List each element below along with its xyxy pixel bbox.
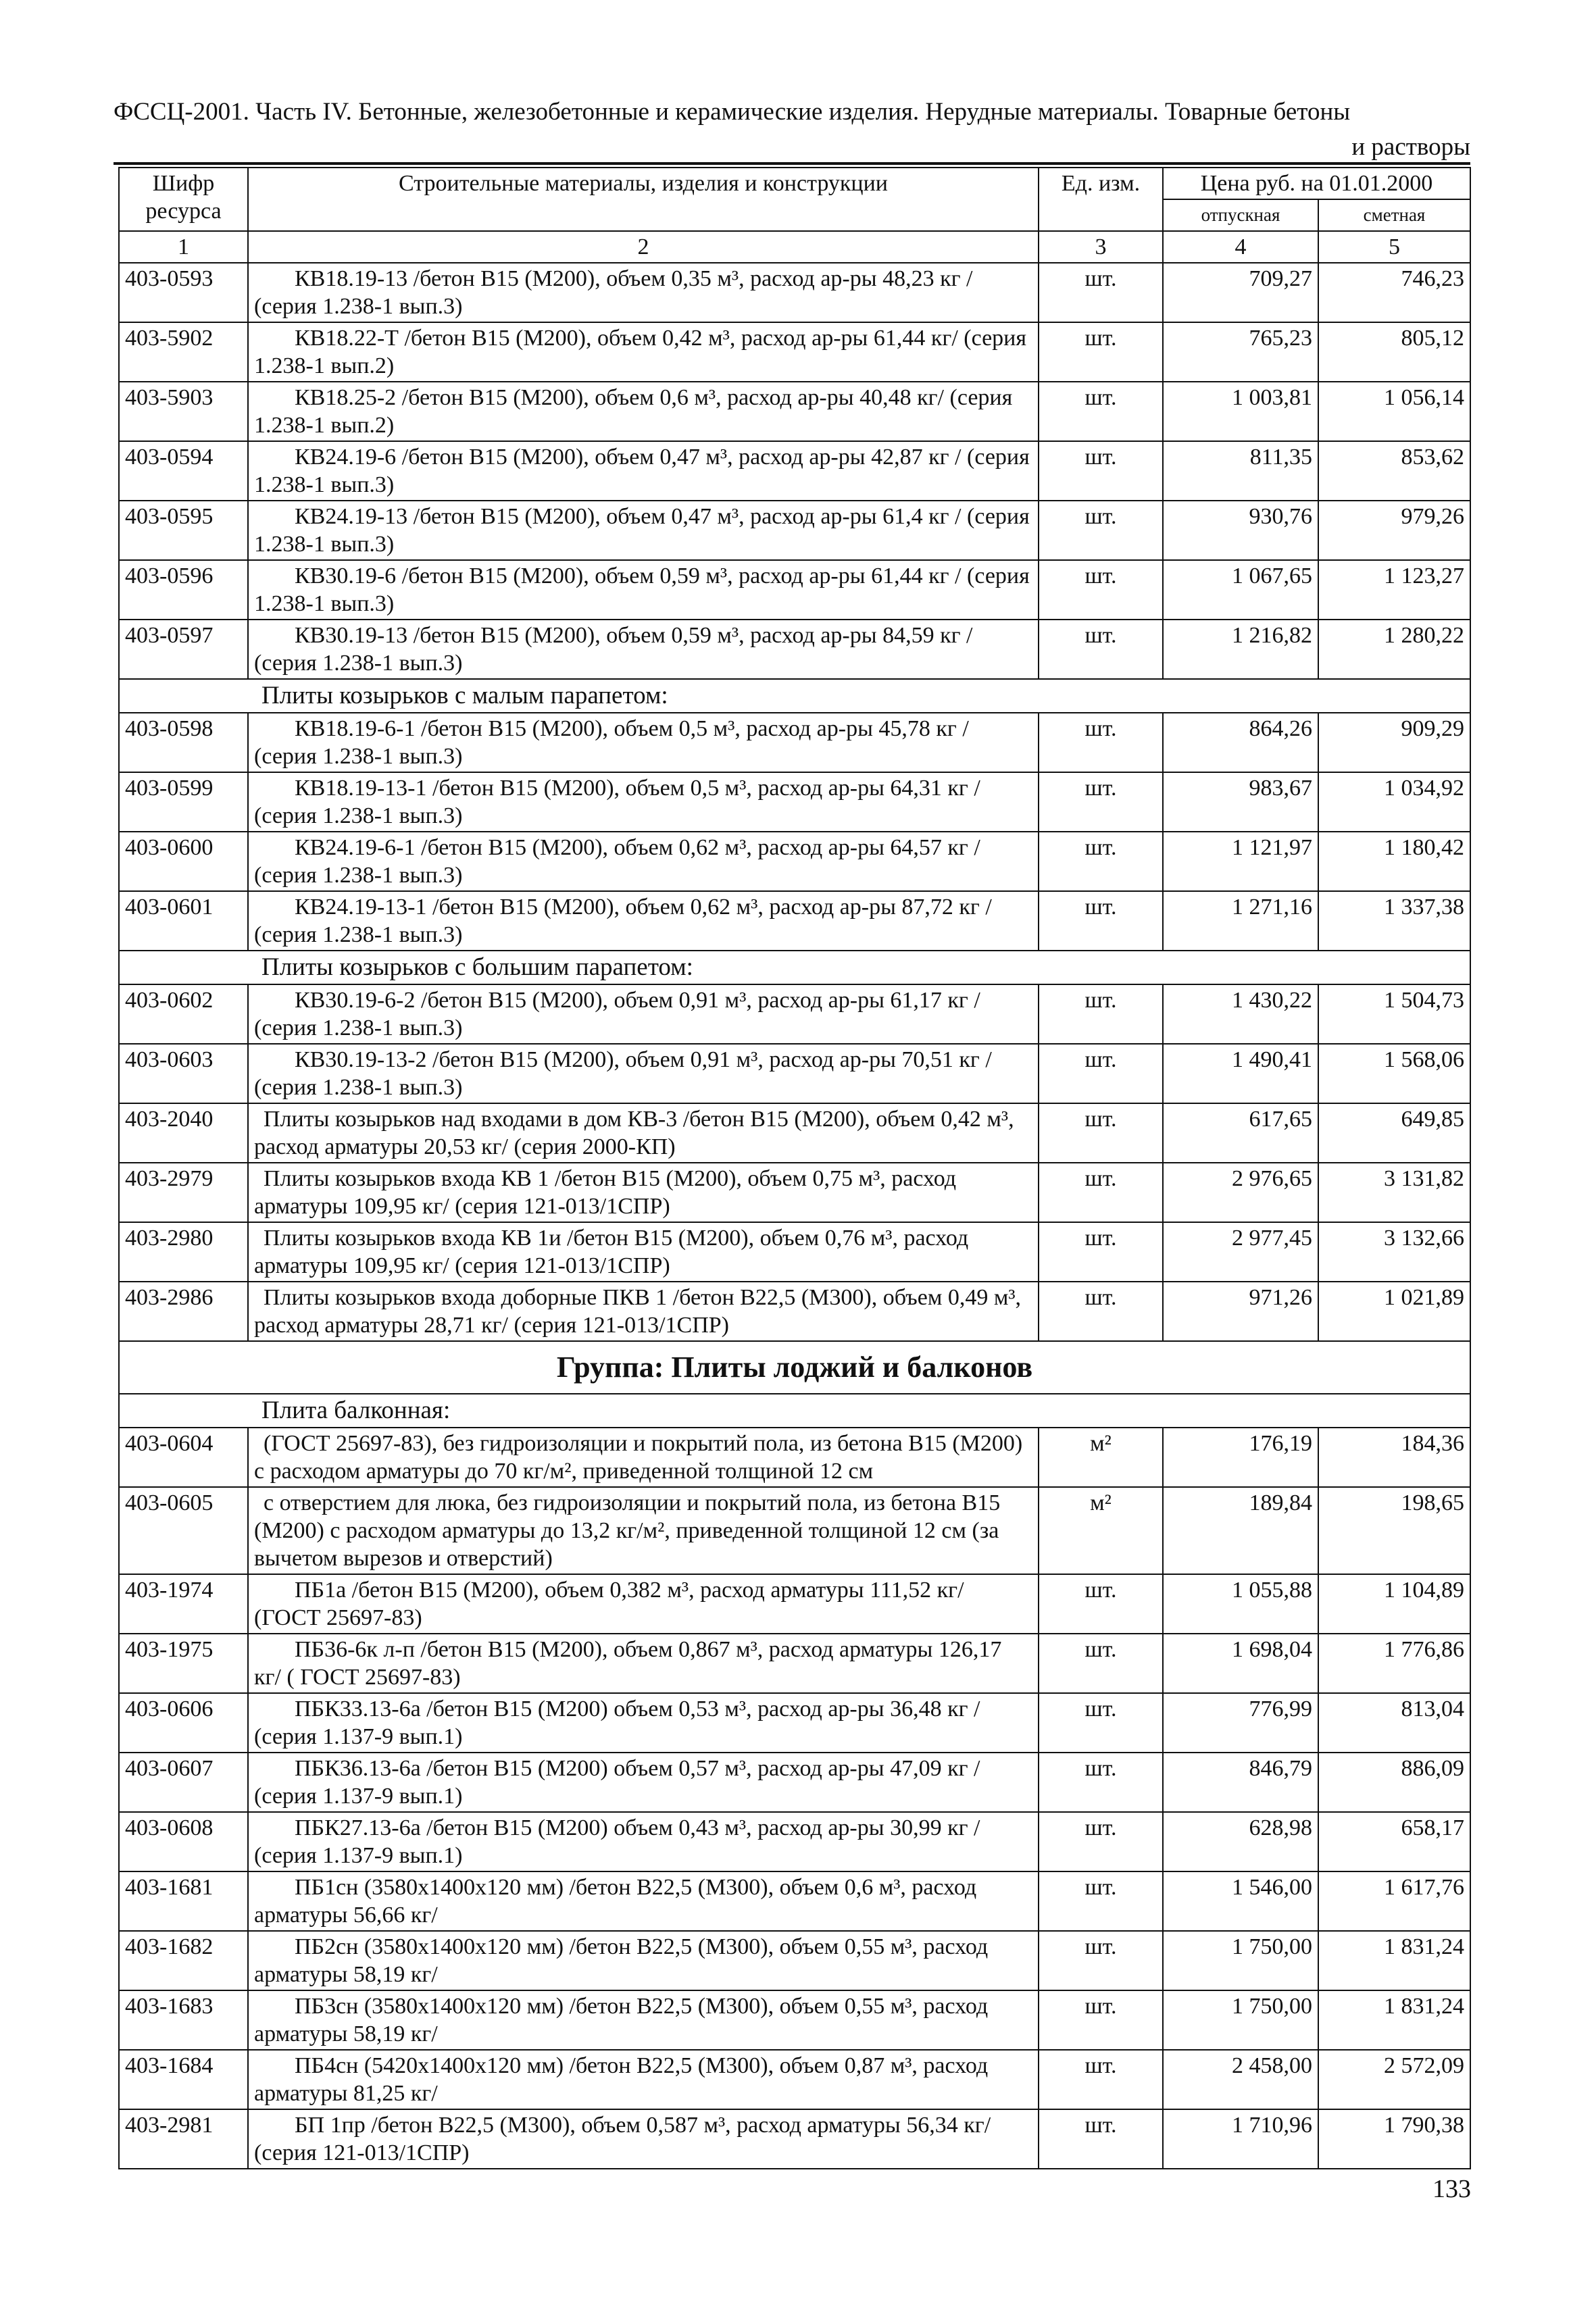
resource-code: 403-2980 [119, 1222, 248, 1282]
unit-cell: шт. [1039, 2050, 1163, 2109]
material-description: Плиты козырьков входа КВ 1и /бетон В15 (М200), объем 0,76 м³, расход арматуры 109,95 кг/ (серия 121-013/1СПР) [248, 1222, 1039, 1282]
release-price: 1 698,04 [1163, 1634, 1318, 1693]
table-row [119, 1574, 1470, 1634]
unit-cell: шт. [1039, 1222, 1163, 1282]
resource-code: 403-2981 [119, 2109, 248, 2169]
release-price: 2 977,45 [1163, 1222, 1318, 1282]
col-number-5: 5 [1318, 231, 1470, 263]
release-price: 1 003,81 [1163, 382, 1318, 441]
unit-cell: шт. [1039, 832, 1163, 891]
unit-cell: шт. [1039, 441, 1163, 501]
estimate-price: 1 568,06 [1318, 1044, 1470, 1103]
unit-cell: шт. [1039, 2109, 1163, 2169]
col-estimate-header: сметная [1318, 199, 1470, 231]
resource-code: 403-0608 [119, 1812, 248, 1871]
estimate-price: 813,04 [1318, 1693, 1470, 1753]
estimate-price: 658,17 [1318, 1812, 1470, 1871]
table-row [119, 322, 1470, 382]
unit-cell: шт. [1039, 1990, 1163, 2050]
material-description: КВ24.19-6 /бетон В15 (М200), объем 0,47 м³, расход ар-ры 42,87 кг / (серия 1.238-1 вып.3) [248, 441, 1039, 501]
table-row [119, 713, 1470, 772]
material-description: КВ30.19-6-2 /бетон В15 (М200), объем 0,91 м³, расход ар-ры 61,17 кг / (серия 1.238-1 вып.3) [248, 984, 1039, 1044]
resource-code: 403-0604 [119, 1428, 248, 1487]
table-row [119, 1487, 1470, 1574]
unit-cell: шт. [1039, 713, 1163, 772]
estimate-price: 1 504,73 [1318, 984, 1470, 1044]
estimate-price: 853,62 [1318, 441, 1470, 501]
table-row [119, 1753, 1470, 1812]
material-description: КВ30.19-6 /бетон В15 (М200), объем 0,59 м³, расход ар-ры 61,44 кг / (серия 1.238-1 вып.3) [248, 560, 1039, 620]
col-price-group-header: Цена руб. на 01.01.2000 [1163, 168, 1470, 199]
resource-code: 403-1683 [119, 1990, 248, 2050]
release-price: 1 216,82 [1163, 620, 1318, 679]
release-price: 1 710,96 [1163, 2109, 1318, 2169]
resource-code: 403-1684 [119, 2050, 248, 2109]
estimate-price: 1 776,86 [1318, 1634, 1470, 1693]
release-price: 1 067,65 [1163, 560, 1318, 620]
table-row [119, 1871, 1470, 1931]
estimate-price: 1 123,27 [1318, 560, 1470, 620]
release-price: 811,35 [1163, 441, 1318, 501]
resource-code: 403-0602 [119, 984, 248, 1044]
page-number: 133 [1432, 2175, 1471, 2203]
resource-code: 403-5902 [119, 322, 248, 382]
unit-cell: шт. [1039, 1753, 1163, 1812]
col-number-1: 1 [119, 231, 248, 263]
resource-code: 403-0605 [119, 1487, 248, 1574]
estimate-price: 649,85 [1318, 1103, 1470, 1163]
table-row [119, 1428, 1470, 1487]
subheading-row [119, 951, 1470, 984]
release-price: 1 490,41 [1163, 1044, 1318, 1103]
estimate-price: 3 132,66 [1318, 1222, 1470, 1282]
estimate-price: 886,09 [1318, 1753, 1470, 1812]
estimate-price: 3 131,82 [1318, 1163, 1470, 1222]
release-price: 1 055,88 [1163, 1574, 1318, 1634]
estimate-price: 1 021,89 [1318, 1282, 1470, 1341]
subheading: Плита балконная: [119, 1394, 1470, 1428]
header-rule [114, 162, 1470, 165]
material-description: КВ24.19-13-1 /бетон В15 (М200), объем 0,62 м³, расход ар-ры 87,72 кг / (серия 1.238-1 вып.3) [248, 891, 1039, 951]
resource-code: 403-0595 [119, 501, 248, 560]
release-price: 1 121,97 [1163, 832, 1318, 891]
unit-cell: шт. [1039, 1931, 1163, 1990]
unit-cell: шт. [1039, 1634, 1163, 1693]
estimate-price: 1 056,14 [1318, 382, 1470, 441]
table-row [119, 2109, 1470, 2169]
estimate-price: 805,12 [1318, 322, 1470, 382]
resource-code: 403-0598 [119, 713, 248, 772]
unit-cell: м² [1039, 1487, 1163, 1574]
table-row [119, 1634, 1470, 1693]
resource-code: 403-2040 [119, 1103, 248, 1163]
estimate-price: 184,36 [1318, 1428, 1470, 1487]
table-row [119, 1282, 1470, 1341]
release-price: 971,26 [1163, 1282, 1318, 1341]
material-description: ПБ1сн (3580х1400х120 мм) /бетон В22,5 (М300), объем 0,6 м³, расход арматуры 56,66 кг/ [248, 1871, 1039, 1931]
table-row [119, 620, 1470, 679]
material-description: КВ18.19-6-1 /бетон В15 (М200), объем 0,5 м³, расход ар-ры 45,78 кг / (серия 1.238-1 вып.3) [248, 713, 1039, 772]
resource-code: 403-1682 [119, 1931, 248, 1990]
unit-cell: шт. [1039, 1812, 1163, 1871]
unit-cell: шт. [1039, 984, 1163, 1044]
material-description: ПБК27.13-6а /бетон В15 (М200) объем 0,43 м³, расход ар-ры 30,99 кг / (серия 1.137-9 вып.1) [248, 1812, 1039, 1871]
unit-cell: м² [1039, 1428, 1163, 1487]
group-heading: Группа: Плиты лоджий и балконов [119, 1341, 1470, 1394]
estimate-price: 1 104,89 [1318, 1574, 1470, 1634]
table-row [119, 1103, 1470, 1163]
table-header [119, 168, 1470, 263]
material-description: КВ30.19-13-2 /бетон В15 (М200), объем 0,91 м³, расход ар-ры 70,51 кг / (серия 1.238-1 вып.3) [248, 1044, 1039, 1103]
material-description: ПБ3сн (3580х1400х120 мм) /бетон В22,5 (М300), объем 0,55 м³, расход арматуры 58,19 кг/ [248, 1990, 1039, 2050]
release-price: 930,76 [1163, 501, 1318, 560]
estimate-price: 909,29 [1318, 713, 1470, 772]
unit-cell: шт. [1039, 263, 1163, 322]
resource-code: 403-1974 [119, 1574, 248, 1634]
group-heading-row [119, 1341, 1470, 1394]
release-price: 1 750,00 [1163, 1990, 1318, 2050]
table-row [119, 501, 1470, 560]
material-description: ПБ4сн (5420х1400х120 мм) /бетон В22,5 (М300), объем 0,87 м³, расход арматуры 81,25 кг/ [248, 2050, 1039, 2109]
material-description: Плиты козырьков входа доборные ПКВ 1 /бетон В22,5 (М300), объем 0,49 м³, расход арматуры 28,71 кг/ (серия 121-013/1СПР) [248, 1282, 1039, 1341]
material-description: ПБК36.13-6а /бетон В15 (М200) объем 0,57 м³, расход ар-ры 47,09 кг / (серия 1.137-9 вып.1) [248, 1753, 1039, 1812]
estimate-price: 1 337,38 [1318, 891, 1470, 951]
release-price: 1 546,00 [1163, 1871, 1318, 1931]
estimate-price: 1 790,38 [1318, 2109, 1470, 2169]
unit-cell: шт. [1039, 382, 1163, 441]
unit-cell: шт. [1039, 1163, 1163, 1222]
subheading-row [119, 679, 1470, 713]
table-row [119, 1812, 1470, 1871]
table-row [119, 441, 1470, 501]
material-description: ПБ36-6к л-п /бетон В15 (М200), объем 0,867 м³, расход арматуры 126,17 кг/ ( ГОСТ 25697-83) [248, 1634, 1039, 1693]
release-price: 864,26 [1163, 713, 1318, 772]
page-header [114, 95, 1470, 165]
material-description: КВ18.22-Т /бетон В15 (М200), объем 0,42 м³, расход ар-ры 61,44 кг/ (серия 1.238-1 вып.2) [248, 322, 1039, 382]
col-number-3: 3 [1039, 231, 1163, 263]
subheading-row [119, 1394, 1470, 1428]
header-title-line1: ФССЦ-2001. Часть IV. Бетонные, железобетонные и керамические изделия. Нерудные материалы. Товарные бетоны [114, 98, 1351, 126]
unit-cell: шт. [1039, 1282, 1163, 1341]
estimate-price: 1 831,24 [1318, 1931, 1470, 1990]
unit-cell: шт. [1039, 772, 1163, 832]
release-price: 628,98 [1163, 1812, 1318, 1871]
material-description: КВ18.25-2 /бетон В15 (М200), объем 0,6 м³, расход ар-ры 40,48 кг/ (серия 1.238-1 вып.2) [248, 382, 1039, 441]
table-row [119, 1222, 1470, 1282]
resource-code: 403-0593 [119, 263, 248, 322]
material-description: КВ18.19-13 /бетон В15 (М200), объем 0,35 м³, расход ар-ры 48,23 кг / (серия 1.238-1 вып.3) [248, 263, 1039, 322]
resource-code: 403-0601 [119, 891, 248, 951]
subheading: Плиты козырьков с большим парапетом: [119, 951, 1470, 984]
unit-cell: шт. [1039, 1871, 1163, 1931]
material-description: (ГОСТ 25697-83), без гидроизоляции и покрытий пола, из бетона В15 (М200) с расходом арматуры до 70 кг/м², приведенной толщиной 12 см [248, 1428, 1039, 1487]
resource-code: 403-0597 [119, 620, 248, 679]
release-price: 189,84 [1163, 1487, 1318, 1574]
estimate-price: 1 831,24 [1318, 1990, 1470, 2050]
header-title-line2: и растворы [1351, 133, 1470, 161]
material-description: БП 1пр /бетон В22,5 (М300), объем 0,587 м³, расход арматуры 56,34 кг/ (серия 121-013/1СПР) [248, 2109, 1039, 2169]
col-name-header: Строительные материалы, изделия и конструкции [248, 168, 1039, 231]
resource-code: 403-1975 [119, 1634, 248, 1693]
unit-cell: шт. [1039, 322, 1163, 382]
material-description: КВ24.19-6-1 /бетон В15 (М200), объем 0,62 м³, расход ар-ры 64,57 кг / (серия 1.238-1 вып.3) [248, 832, 1039, 891]
material-description: КВ18.19-13-1 /бетон В15 (М200), объем 0,5 м³, расход ар-ры 64,31 кг / (серия 1.238-1 вып.3) [248, 772, 1039, 832]
release-price: 846,79 [1163, 1753, 1318, 1812]
table-row [119, 1163, 1470, 1222]
table-row [119, 772, 1470, 832]
unit-cell: шт. [1039, 1103, 1163, 1163]
material-description: ПБ2сн (3580х1400х120 мм) /бетон В22,5 (М300), объем 0,55 м³, расход арматуры 58,19 кг/ [248, 1931, 1039, 1990]
resource-code: 403-2979 [119, 1163, 248, 1222]
material-description: Плиты козырьков входа КВ 1 /бетон В15 (М200), объем 0,75 м³, расход арматуры 109,95 кг/ (серия 121-013/1СПР) [248, 1163, 1039, 1222]
unit-cell: шт. [1039, 501, 1163, 560]
material-description: КВ24.19-13 /бетон В15 (М200), объем 0,47 м³, расход ар-ры 61,4 кг / (серия 1.238-1 вып.3) [248, 501, 1039, 560]
col-code-header: Шифр ресурса [119, 168, 248, 231]
estimate-price: 2 572,09 [1318, 2050, 1470, 2109]
estimate-price: 1 180,42 [1318, 832, 1470, 891]
table-row [119, 832, 1470, 891]
unit-cell: шт. [1039, 1693, 1163, 1753]
release-price: 1 750,00 [1163, 1931, 1318, 1990]
material-description: ПБК33.13-6а /бетон В15 (М200) объем 0,53 м³, расход ар-ры 36,48 кг / (серия 1.137-9 вып.1) [248, 1693, 1039, 1753]
table-row [119, 263, 1470, 322]
resource-code: 403-5903 [119, 382, 248, 441]
material-description: КВ30.19-13 /бетон В15 (М200), объем 0,59 м³, расход ар-ры 84,59 кг / (серия 1.238-1 вып.3) [248, 620, 1039, 679]
release-price: 2 458,00 [1163, 2050, 1318, 2109]
release-price: 983,67 [1163, 772, 1318, 832]
col-number-4: 4 [1163, 231, 1318, 263]
table-row [119, 1693, 1470, 1753]
unit-cell: шт. [1039, 560, 1163, 620]
unit-cell: шт. [1039, 1574, 1163, 1634]
release-price: 709,27 [1163, 263, 1318, 322]
unit-cell: шт. [1039, 1044, 1163, 1103]
material-description: Плиты козырьков над входами в дом КВ-3 /бетон В15 (М200), объем 0,42 м³, расход арматуры 20,53 кг/ (серия 2000-КП) [248, 1103, 1039, 1163]
material-description: с отверстием для люка, без гидроизоляции и покрытий пола, из бетона В15 (М200) с расходом арматуры до 13,2 кг/м², приведенной толщиной 12 см (за вычетом вырезов и отверстий) [248, 1487, 1039, 1574]
estimate-price: 746,23 [1318, 263, 1470, 322]
table-row [119, 1990, 1470, 2050]
unit-cell: шт. [1039, 891, 1163, 951]
table-row [119, 560, 1470, 620]
resource-code: 403-0607 [119, 1753, 248, 1812]
table-body [119, 263, 1470, 2169]
resource-code: 403-0596 [119, 560, 248, 620]
release-price: 617,65 [1163, 1103, 1318, 1163]
release-price: 176,19 [1163, 1428, 1318, 1487]
col-number-2: 2 [248, 231, 1039, 263]
subheading: Плиты козырьков с малым парапетом: [119, 679, 1470, 713]
release-price: 2 976,65 [1163, 1163, 1318, 1222]
release-price: 1 430,22 [1163, 984, 1318, 1044]
table-row [119, 1931, 1470, 1990]
release-price: 776,99 [1163, 1693, 1318, 1753]
col-release-header: отпускная [1163, 199, 1318, 231]
estimate-price: 198,65 [1318, 1487, 1470, 1574]
table-row [119, 984, 1470, 1044]
resource-code: 403-1681 [119, 1871, 248, 1931]
resource-code: 403-0599 [119, 772, 248, 832]
col-unit-header: Ед. изм. [1039, 168, 1163, 231]
release-price: 1 271,16 [1163, 891, 1318, 951]
estimate-price: 1 280,22 [1318, 620, 1470, 679]
resource-code: 403-0603 [119, 1044, 248, 1103]
table-row [119, 891, 1470, 951]
table-row [119, 1044, 1470, 1103]
unit-cell: шт. [1039, 620, 1163, 679]
table-row [119, 382, 1470, 441]
resource-code: 403-0594 [119, 441, 248, 501]
price-table [118, 167, 1471, 2169]
estimate-price: 1 034,92 [1318, 772, 1470, 832]
release-price: 765,23 [1163, 322, 1318, 382]
resource-code: 403-0600 [119, 832, 248, 891]
material-description: ПБ1а /бетон В15 (М200), объем 0,382 м³, расход арматуры 111,52 кг/ (ГОСТ 25697-83) [248, 1574, 1039, 1634]
table-row [119, 2050, 1470, 2109]
estimate-price: 979,26 [1318, 501, 1470, 560]
estimate-price: 1 617,76 [1318, 1871, 1470, 1931]
resource-code: 403-2986 [119, 1282, 248, 1341]
resource-code: 403-0606 [119, 1693, 248, 1753]
